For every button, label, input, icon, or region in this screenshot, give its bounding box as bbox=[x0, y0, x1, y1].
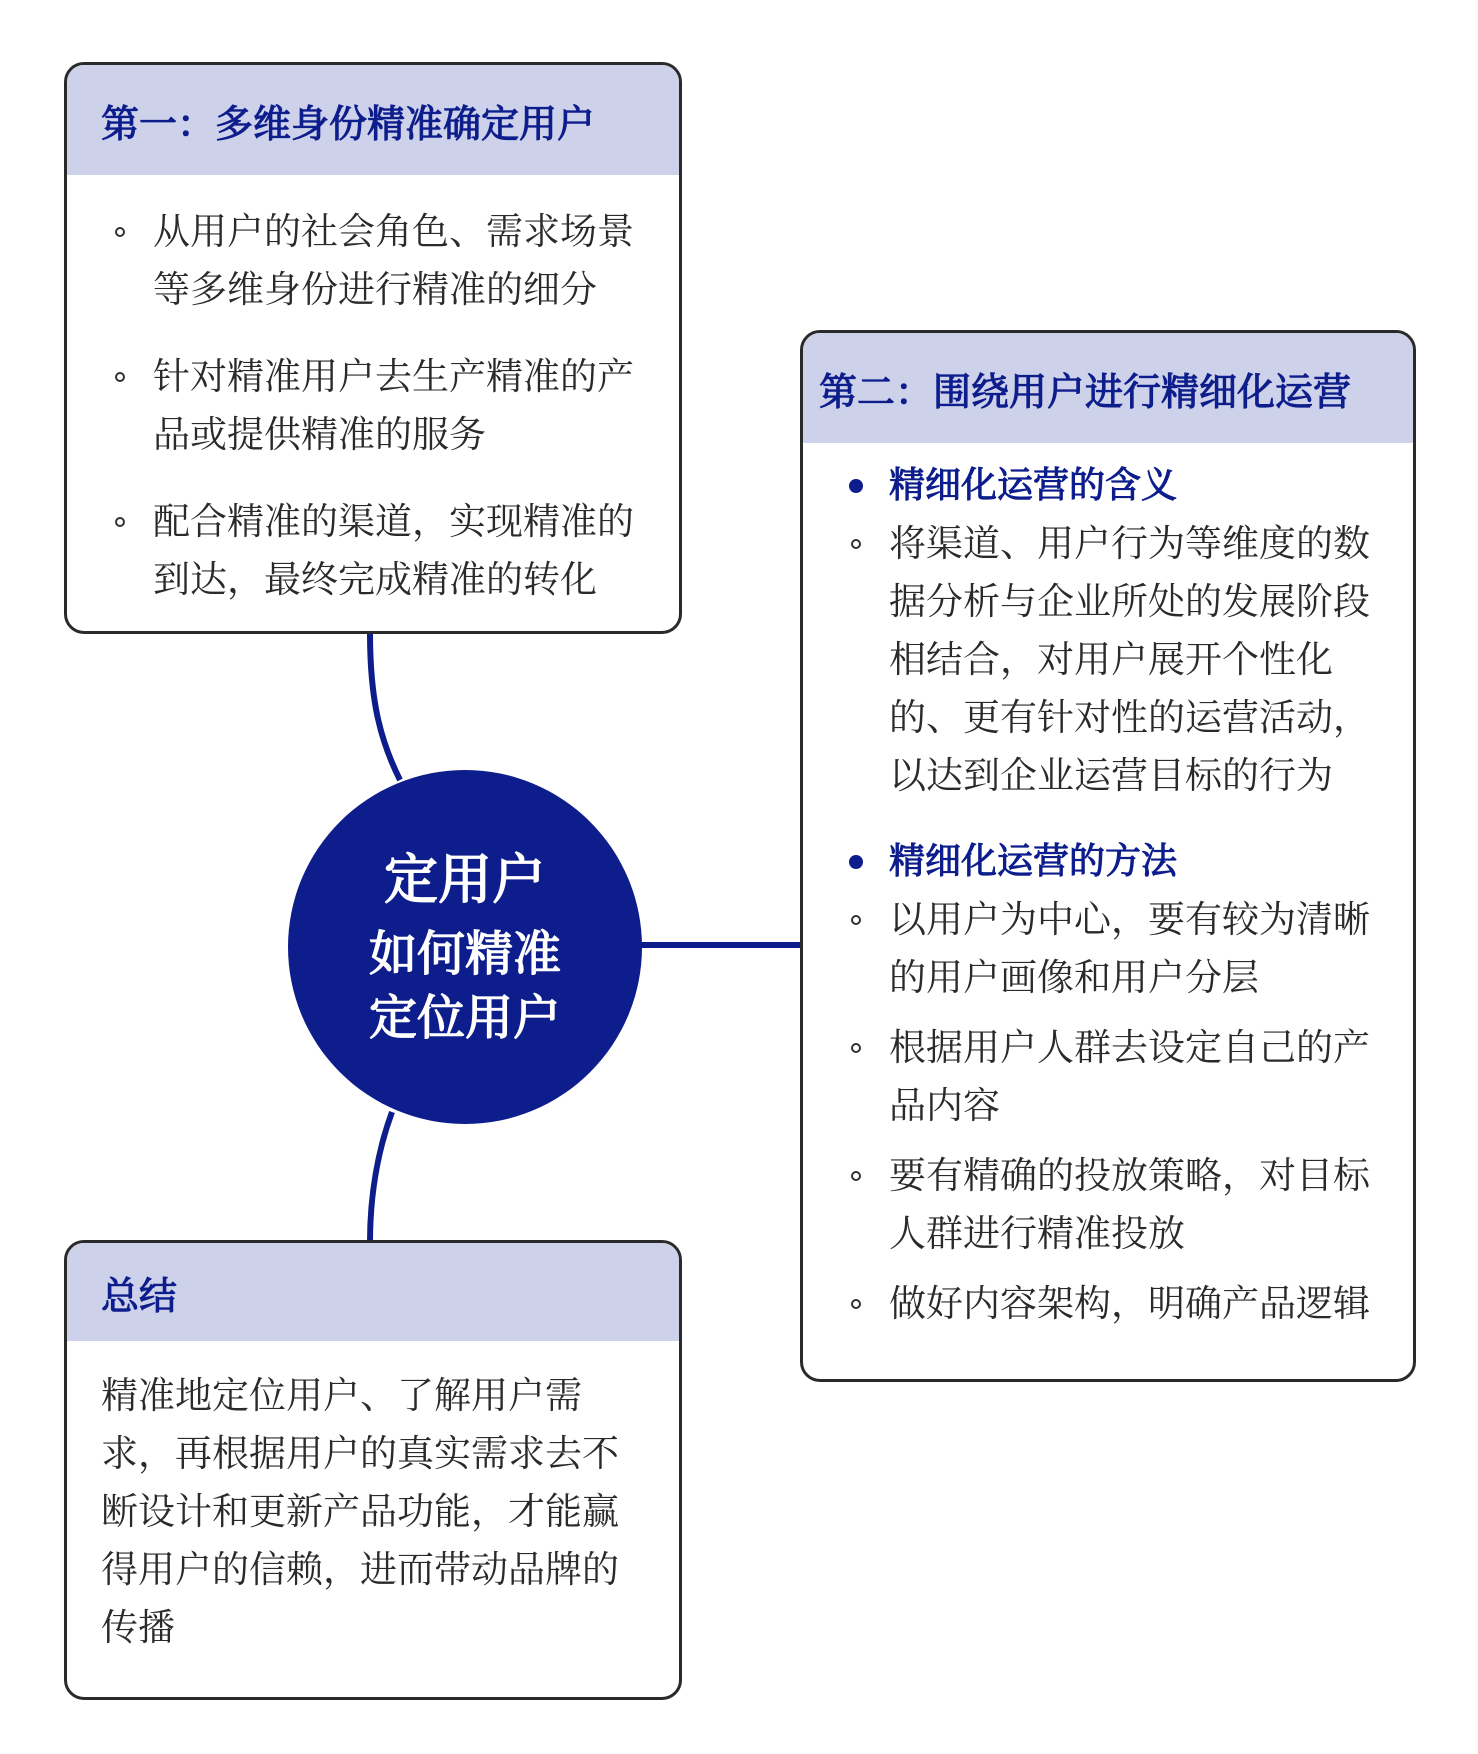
summary-text: 精准地定位用户、了解用户需求，再根据用户的真实需求去不断设计和更新产品功能，才能赢得用户的信赖，进而带动品牌的传播 bbox=[101, 1374, 619, 1649]
card3-title: 总结 bbox=[67, 1243, 679, 1341]
hub-title: 定用户 bbox=[384, 848, 546, 911]
list-item: 要有精确的投放策略，对目标人群进行精准投放 bbox=[889, 1147, 1389, 1263]
card1-title: 第一：多维身份精准确定用户 bbox=[67, 65, 679, 175]
bullet-ring-icon bbox=[851, 539, 861, 549]
hub-subtitle-line2: 定位用户 bbox=[368, 990, 561, 1046]
bullet-ring-icon bbox=[851, 1299, 861, 1309]
connector-to-card1 bbox=[370, 633, 400, 780]
list-item: 根据用户人群去设定自己的产品内容 bbox=[889, 1019, 1389, 1135]
bullet-ring-icon bbox=[851, 1043, 861, 1053]
section-meaning bbox=[803, 443, 1413, 805]
section-methods bbox=[803, 817, 1413, 1333]
section-list bbox=[889, 515, 1389, 805]
bullet-ring-icon bbox=[851, 1171, 861, 1181]
bullet-ring-icon bbox=[851, 915, 861, 925]
bullet-ring-icon bbox=[115, 517, 125, 527]
list-item: 从用户的社会角色、需求场景等多维身份进行精准的细分 bbox=[153, 203, 649, 319]
list-item: 针对精准用户去生产精准的产品或提供精准的服务 bbox=[153, 348, 649, 464]
bullet-ring-icon bbox=[115, 372, 125, 382]
card2-title: 第二：围绕用户进行精细化运营 bbox=[803, 333, 1413, 443]
section-heading: 精细化运营的方法 bbox=[889, 833, 1389, 891]
card-refined-operation bbox=[800, 330, 1416, 1382]
list-item: 做好内容架构，明确产品逻辑 bbox=[889, 1275, 1389, 1333]
list-item: 配合精准的渠道，实现精准的到达，最终完成精准的转化 bbox=[153, 493, 649, 609]
bullet-ring-icon bbox=[115, 227, 125, 237]
center-hub bbox=[288, 770, 642, 1124]
card1-list bbox=[67, 175, 679, 609]
hub-subtitle-line1: 如何精准 bbox=[368, 926, 561, 982]
bullet-dot-icon bbox=[849, 855, 863, 869]
connector-to-card3 bbox=[370, 1112, 392, 1242]
list-item: 将渠道、用户行为等维度的数据分析与企业所处的发展阶段相结合，对用户展开个性化的、更有针对性的运营活动，以达到企业运营目标的行为 bbox=[889, 515, 1389, 805]
section-list bbox=[889, 891, 1389, 1333]
list-item: 以用户为中心，要有较为清晰的用户画像和用户分层 bbox=[889, 891, 1389, 1007]
section-heading: 精细化运营的含义 bbox=[889, 457, 1389, 515]
bullet-dot-icon bbox=[849, 479, 863, 493]
card-summary bbox=[64, 1240, 682, 1700]
card-multidimensional-identity bbox=[64, 62, 682, 634]
